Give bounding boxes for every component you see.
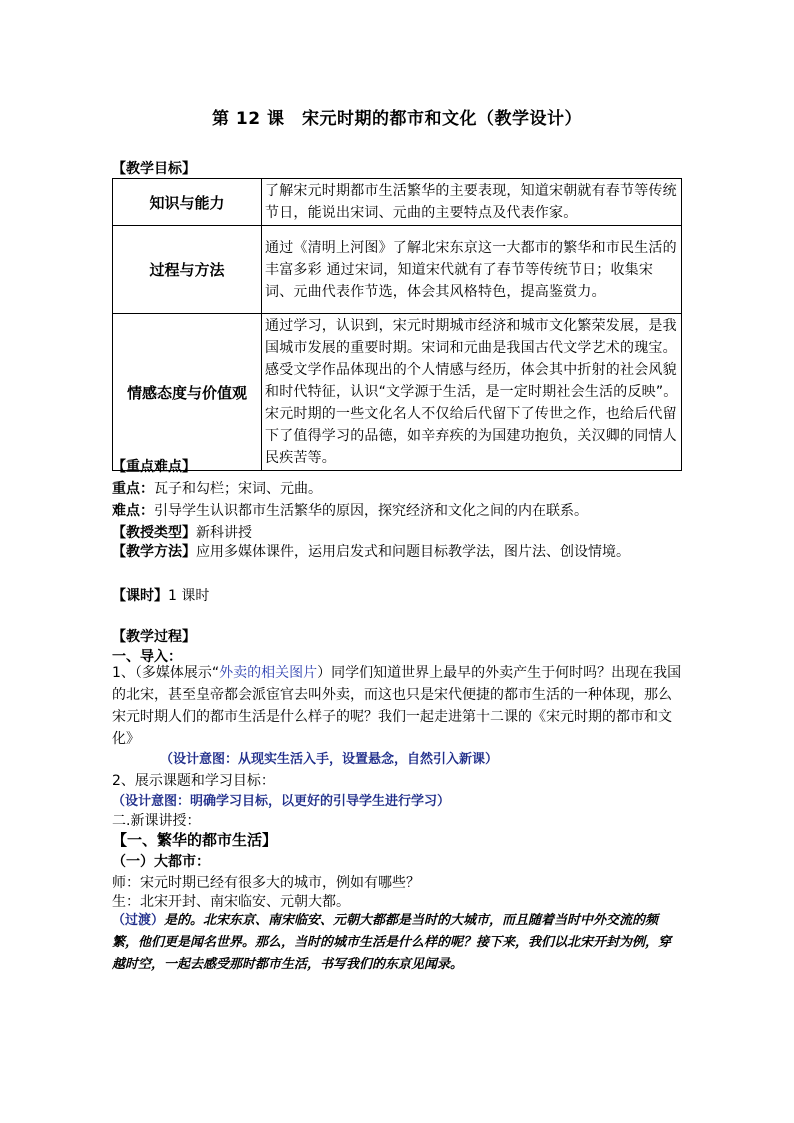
difficulty-line xyxy=(112,500,682,520)
process-heading: 【教学过程】 xyxy=(112,629,196,645)
goals-row-process xyxy=(113,226,682,314)
takeout-link[interactable]: 外卖的相关图片 xyxy=(219,665,318,681)
transition-paragraph xyxy=(112,910,682,976)
intro-post: ）同学们知道世界上最早的外卖产生于何时吗？出现在我国的北宋，甚至皇帝都会派宦官去叫外卖，而这也只是宋代便捷的都市生活的一种体现，那么宋元时期人们的都市生活是什么样子的呢？我们一起走进第十二课的《宋元时期的都市和文化》 xyxy=(112,665,682,747)
type-text: 新科讲授 xyxy=(196,525,252,541)
goals-label: 情感态度与价值观 xyxy=(113,314,262,471)
goals-heading: 【教学目标】 xyxy=(112,161,196,177)
hours-label: 【课时】 xyxy=(112,588,168,604)
page-title: 第 12 课 宋元时期的都市和文化（教学设计） xyxy=(212,109,582,129)
student-answer: 生：北宋开封、南宋临安、元朝大都。 xyxy=(112,894,350,910)
key-heading: 【重点难点】 xyxy=(112,459,196,475)
intro-heading: 一、导入： xyxy=(112,649,182,665)
type-label: 【教授类型】 xyxy=(112,525,196,541)
goals-label: 过程与方法 xyxy=(113,226,262,314)
goals-table xyxy=(112,178,682,471)
focus-text: 瓦子和勾栏；宋词、元曲。 xyxy=(154,481,322,497)
difficulty-label: 难点： xyxy=(112,503,154,519)
subsection-heading: （一）大都市： xyxy=(112,854,210,870)
method-text: 应用多媒体课件，运用启发式和问题目标教学法，图片法、创设情境。 xyxy=(196,544,630,560)
section-heading: 【一、繁华的都市生活】 xyxy=(112,831,278,849)
hours-text: 1 课时 xyxy=(168,588,210,604)
design-intent-2: （设计意图：明确学习目标，以更好的引导学生进行学习） xyxy=(112,794,451,809)
goals-label: 知识与能力 xyxy=(113,179,262,226)
hours-line xyxy=(112,585,682,605)
intro-pre: 1、（多媒体展示“ xyxy=(112,665,220,681)
design-intent-1: （设计意图：从现实生活入手，设置悬念，自然引入新课） xyxy=(160,752,499,767)
transition-tag: （过渡） xyxy=(112,913,165,928)
focus-label: 重点： xyxy=(112,481,154,497)
goals-row-emotion xyxy=(113,314,682,471)
difficulty-text: 引导学生认识都市生活繁华的原因，探究经济和文化之间的内在联系。 xyxy=(154,503,588,519)
transition-text: 是的。北宋东京、南宋临安、元朝大都都是当时的大城市，而且随着当时中外交流的频繁，他们更是闻名世界。那么，当时的城市生活是什么样的呢？接下来，我们以北宋开封为例，穿越时空，一起去感受那时都市生活，书写我们的东京见闻录。 xyxy=(112,913,672,972)
intro-paragraph xyxy=(112,662,684,750)
goals-text: 通过学习，认识到，宋元时期城市经济和城市文化繁荣发展，是我国城市发展的重要时期。宋词和元曲是我国古代文学艺术的瑰宝。感受文学作品体现出的个人情感与经历，体会其中折射的社会风貌和时代特征，认识“文学源于生活，是一定时期社会生活的反映”。宋元时期的一些文化名人不仅给后代留下了传世之作，也给后代留下了值得学习的品德，如辛弃疾的为国建功抱负，关汉卿的同情人民疾苦等。 xyxy=(262,314,682,471)
focus-line xyxy=(112,478,682,498)
method-label: 【教学方法】 xyxy=(112,544,196,560)
teacher-question: 师：宋元时期已经有很多大的城市，例如有哪些？ xyxy=(112,875,420,891)
goals-text: 通过《清明上河图》了解北宋东京这一大都市的繁华和市民生活的丰富多彩 通过宋词，知道宋代就有了春节等传统节日；收集宋词、元曲代表作节选，体会其风格特色，提高鉴赏力。 xyxy=(262,226,682,314)
new-lesson-heading: 二.新课讲授： xyxy=(112,813,201,829)
method-line xyxy=(112,541,684,563)
goals-text: 了解宋元时期都市生活繁华的主要表现，知道宋朝就有春节等传统节日，能说出宋词、元曲的主要特点及代表作家。 xyxy=(262,179,682,226)
type-line xyxy=(112,522,682,542)
goals-row-knowledge xyxy=(113,179,682,226)
intro-step-2: 2、展示课题和学习目标： xyxy=(112,773,275,789)
